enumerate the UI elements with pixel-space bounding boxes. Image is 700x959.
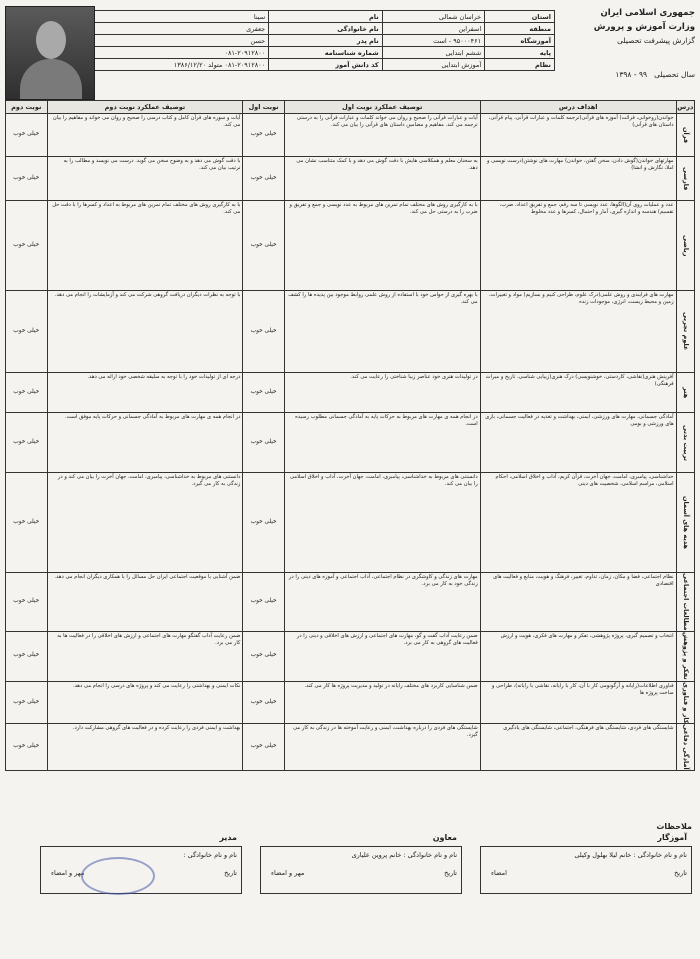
table-row	[6, 157, 695, 201]
teacher-name: نام و نام خانوادگی : خانم لیلا بهلول وکیلی	[574, 851, 687, 859]
father-value: حسن	[86, 35, 269, 47]
term2-grade-cell: خیلی خوب	[6, 413, 48, 473]
academic-year	[555, 70, 695, 79]
desc1-cell: ضمن شناسایی کاربرد های مختلف رایانه در تولید و مدیریت پروژه ها کار می کند.	[284, 681, 480, 724]
report-title: گزارش پیشرفت تحصیلی	[617, 36, 695, 45]
desc1-cell: آیات و عبارات قرآنی را صحیح و روان می خواند کلمات و عبارات قرآنی را به درستی ترجمه می کند. مفاهیم و مضامین داستان های قرآنی را بیان می کند.	[284, 114, 480, 157]
term2-grade-cell: خیلی خوب	[6, 114, 48, 157]
principal-role: مدیر	[219, 833, 237, 842]
term2-grade-cell: خیلی خوب	[6, 631, 48, 681]
term1-grade-cell: خیلی خوب	[243, 573, 284, 632]
desc2-cell: با توجه به نظرات دیگران دریافت گروهی شرکت می کند و آزمایشات را انجام می دهد.	[47, 291, 243, 373]
region-value: اسفراین	[382, 23, 484, 35]
principal-signature-box	[40, 833, 242, 894]
year-label: سال تحصیلی	[654, 70, 695, 79]
republic-title: جمهوری اسلامی ایران	[600, 8, 695, 18]
table-row	[6, 631, 695, 681]
desc2-cell: بهداشت و ایمنی فردی را رعایت کرده و در فعالیت های گروهی مشارکت دارد.	[47, 724, 243, 771]
goals-cell: خداشناسی، پیامبری، امامت، جهان آخرت، قرآن کریم، آداب و اخلاق اسلامی، احکام اسلامی، مراسم اسلامی، شخصیت های دینی	[480, 473, 676, 573]
school-label: آموزشگاه	[485, 35, 555, 47]
subject-cell: تفکر و پژوهش	[676, 631, 694, 681]
official-stamp	[81, 857, 155, 895]
term2-grade-cell: خیلی خوب	[6, 373, 48, 413]
family-value: جعفری	[86, 23, 269, 35]
province-value: خراسان شمالی	[382, 11, 484, 23]
col-desc2: توصیف عملکرد نوبت دوم	[47, 101, 243, 114]
desc1-cell: به سخنان معلم و همکلاسی هایش با دقت گوش می دهد و با کمک متناسب نشان می دهد.	[284, 157, 480, 201]
subject-cell: هنر	[676, 373, 694, 413]
term2-grade-cell: خیلی خوب	[6, 473, 48, 573]
term2-grade-cell: خیلی خوب	[6, 724, 48, 771]
desc1-cell: در انجام همه ی مهارت های مربوط به حرکات پایه به آمادگی جسمانی مطلوب رسیده است.	[284, 413, 480, 473]
grade-value: ششم ابتدایی	[382, 47, 484, 59]
goals-cell: خواندن(روخوانی، قرائت) آموزه های قرآنی(ترجمه کلمات و عبارات قرآنی، پیام قرآنی، داستان های قرآنی)	[480, 114, 676, 157]
desc1-cell: ضمن رعایت آداب گفت و گو، مهارت های اجتماعی و ارزش های اخلاقی و دینی را در فعالیت های گروهی به کار می برد.	[284, 631, 480, 681]
goals-cell: شایستگی های فردی، شایستگی های فرهنگی، اجتماعی، شایستگی های یادگیری	[480, 724, 676, 771]
name-label: نام	[269, 11, 382, 23]
goals-cell: انتخاب و تصمیم گیری، پروژه پژوهشی، تفکر و مهارت های فکری، هویت و ارزش	[480, 631, 676, 681]
desc1-cell: با بهره گیری از حواس خود با استفاده از روش علمی روابط موجود بین پدیده ها را کشف می کند.	[284, 291, 480, 373]
name-value: سینا	[86, 11, 269, 23]
subject-cell: تربیت بدنی	[676, 413, 694, 473]
desc2-cell: با به کارگیری روش های مختلف تمام تمرین های مربوط به اعداد و کسرها را با دقت حل می کند.	[47, 201, 243, 291]
deputy-date-label: تاریخ	[444, 869, 457, 877]
term1-grade-cell: خیلی خوب	[243, 473, 284, 573]
teacher-date-label: تاریخ	[674, 869, 687, 877]
code-birth	[86, 59, 269, 71]
family-label: نام خانوادگی	[269, 23, 382, 35]
table-row	[6, 114, 695, 157]
ministry-title: وزارت آموزش و پرورش	[593, 22, 695, 32]
teacher-sign-label: امضاء	[491, 869, 507, 877]
subject-cell: کار و فناوری	[676, 681, 694, 724]
code-value: ۰۸۱-۲۰۹۱۲۸۰۰	[224, 60, 266, 69]
term2-grade-cell: خیلی خوب	[6, 201, 48, 291]
photo-body-shape	[20, 59, 82, 99]
desc2-cell: ضمن آشنایی با موقعیت اجتماعی ایران حل مسائل را با همکاری دیگران انجام می دهد.	[47, 573, 243, 632]
table-row	[6, 373, 695, 413]
year-value: ۹۹ - ۱۳۹۸	[615, 70, 647, 79]
desc2-cell: درجه ای از تولیدات خود را با توجه به سلیقه شخصی خود ارائه می دهد.	[47, 373, 243, 413]
table-row	[6, 291, 695, 373]
term1-grade-cell: خیلی خوب	[243, 631, 284, 681]
table-row	[6, 573, 695, 632]
subject-cell: هدیه های آسمان	[676, 473, 694, 573]
subject-cell: آمادگی دفاعی	[676, 724, 694, 771]
deputy-seal-label: مهر و امضاء	[271, 869, 305, 877]
subject-cell: قرآن	[676, 114, 694, 157]
code-label: کد دانش آموز	[269, 59, 382, 71]
subject-cell: فارسی	[676, 157, 694, 201]
desc1-cell: شایستگی های فردی را درباره بهداشت، ایمنی و رعایت آموخته ها در زندگی به کار می گیرد.	[284, 724, 480, 771]
subject-cell: ریاضی	[676, 201, 694, 291]
term1-grade-cell: خیلی خوب	[243, 413, 284, 473]
goals-cell: مهارتهای خواندن(گوش دادن، سخن گفتن، خواندن) مهارت های نوشتن(درست نویسی و املا، نگارش و انشا)	[480, 157, 676, 201]
term1-grade-cell: خیلی خوب	[243, 373, 284, 413]
goals-cell: آمادگی جسمانی، مهارت های ورزشی، ایمنی، بهداشت و تغذیه در فعالیت جسمانی، بازی های ورزشی و بومی	[480, 413, 676, 473]
goals-cell: فناوری اطلاعات(رایانه و آرگونومی کار با آن، کار با رایانه، نقاشی با رایانه)، طراحی و ساخت پروژه ها	[480, 681, 676, 724]
desc2-cell: دانستنی های مربوط به خداشناسی، پیامبری، امامت، جهان آخرت را بیان می کند و در زندگی به کار می گیرد.	[47, 473, 243, 573]
desc2-cell: در انجام همه ی مهارت های مربوط به آمادگی جسمانی و حرکات پایه موفق است.	[47, 413, 243, 473]
principal-name: نام و نام خانوادگی :	[183, 851, 237, 859]
table-row	[6, 201, 695, 291]
id-label: شماره شناسنامه	[269, 47, 382, 59]
teacher-signature-box	[480, 833, 692, 894]
header-titles	[565, 6, 695, 48]
grades-table	[5, 100, 695, 771]
desc1-cell: در تولیدات هنری خود عناصر زیبا شناختی را رعایت می کند.	[284, 373, 480, 413]
desc1-cell: مهارت های زندگی و کاوشگری در نظام اجتماعی، آداب اجتماعی و آموزه های دینی را در زندگی خود به کار می برد.	[284, 573, 480, 632]
student-info-table	[85, 10, 555, 71]
header	[5, 6, 695, 98]
goals-cell: عدد و عملیات روی آن(الگوها، عدد نویسی تا سه رقم، جمع و تفریق اعداد، ضرب، تقسیم) هندسه و اندازه گیری، آمار و احتمال، کسرها و عدد مخلوط	[480, 201, 676, 291]
goals-cell: آفرینش هنری(نقاشی، کاردستی، خوشنویسی) درک هنری(زیبایی شناسی، تاریخ و میراث فرهنگی)	[480, 373, 676, 413]
col-term1: نوبت اول	[243, 101, 284, 114]
goals-cell: مهارت های فرایندی و روش علمی(درک علوم، طراحی کنیم و بسازیم) مواد و تغییرات، زمین و محیط زیست، انرژی، موجودات زنده	[480, 291, 676, 373]
term1-grade-cell: خیلی خوب	[243, 157, 284, 201]
principal-date-label: تاریخ	[224, 869, 237, 877]
father-label: نام پدر	[269, 35, 382, 47]
province-label: استان	[485, 11, 555, 23]
subject-cell: علوم تجربی	[676, 291, 694, 373]
deputy-signature-box	[260, 833, 462, 894]
region-label: منطقه	[485, 23, 555, 35]
term1-grade-cell: خیلی خوب	[243, 114, 284, 157]
goals-cell: نظام اجتماعی، فضا و مکان، زمان، تداوم، تغییر، فرهنگ و هویت، منابع و فعالیت های اقتصادی	[480, 573, 676, 632]
term1-grade-cell: خیلی خوب	[243, 681, 284, 724]
term2-grade-cell: خیلی خوب	[6, 291, 48, 373]
col-subject: درس	[676, 101, 694, 114]
table-row	[6, 681, 695, 724]
deputy-role: معاون	[432, 833, 457, 842]
school-value: ۹۵۰۰۰۴۶۱ - است	[382, 35, 484, 47]
term2-grade-cell: خیلی خوب	[6, 157, 48, 201]
student-photo	[5, 6, 95, 100]
system-value: آموزش ابتدایی	[382, 59, 484, 71]
principal-seal-label: مهر و امضاء	[51, 869, 85, 877]
birth-label: متولد	[208, 60, 223, 69]
col-goals: اهداف درس	[480, 101, 676, 114]
birth-value: ۱۳۸۶/۱۲/۲۰	[173, 60, 207, 69]
subject-cell: مطالعات اجتماعی	[676, 573, 694, 632]
col-term2: نوبت دوم	[6, 101, 48, 114]
term1-grade-cell: خیلی خوب	[243, 291, 284, 373]
term2-grade-cell: خیلی خوب	[6, 681, 48, 724]
table-row	[6, 473, 695, 573]
desc2-cell: ضمن رعایت آداب گفتگو مهارت های اجتماعی و ارزش های اخلاقی را در فعالیت ها به کار می برد.	[47, 631, 243, 681]
col-desc1: توصیف عملکرد نوبت اول	[284, 101, 480, 114]
table-row	[6, 724, 695, 771]
desc2-cell: با دقت گوش می دهد و به وضوح سخن می گوید. درست می نویسد و مطالب را به ترتیب بیان می کند.	[47, 157, 243, 201]
photo-head-shape	[36, 21, 66, 59]
notes-label: ملاحظات	[656, 822, 692, 831]
teacher-role: آموزگار	[657, 833, 687, 842]
term1-grade-cell: خیلی خوب	[243, 201, 284, 291]
system-label: نظام	[485, 59, 555, 71]
table-header-row	[6, 101, 695, 114]
term2-grade-cell: خیلی خوب	[6, 573, 48, 632]
table-row	[6, 413, 695, 473]
id-value: ۰۸۱-۲۰۹۱۲۸۰۰	[86, 47, 269, 59]
desc2-cell: نکات ایمنی و بهداشتی را رعایت می کند و پروژه های درسی را انجام می دهد.	[47, 681, 243, 724]
desc1-cell: دانستنی های مربوط به خداشناسی، پیامبری، امامت، جهان آخرت، آداب و اخلاق اسلامی را بیان می کند.	[284, 473, 480, 573]
grade-label: پایه	[485, 47, 555, 59]
deputy-name: نام و نام خانوادگی : خانم پروین علیاری	[351, 851, 457, 859]
desc1-cell: با به کارگیری روش های مختلف تمام تمرین های مربوط به عدد نویسی و جمع و تفریق و ضرب را به درستی حل می کند.	[284, 201, 480, 291]
desc2-cell: آیات و سوره های قرآن کامل و کتاب درسی را صحیح و روان می خواند و مفاهیم را بیان می کند.	[47, 114, 243, 157]
term1-grade-cell: خیلی خوب	[243, 724, 284, 771]
